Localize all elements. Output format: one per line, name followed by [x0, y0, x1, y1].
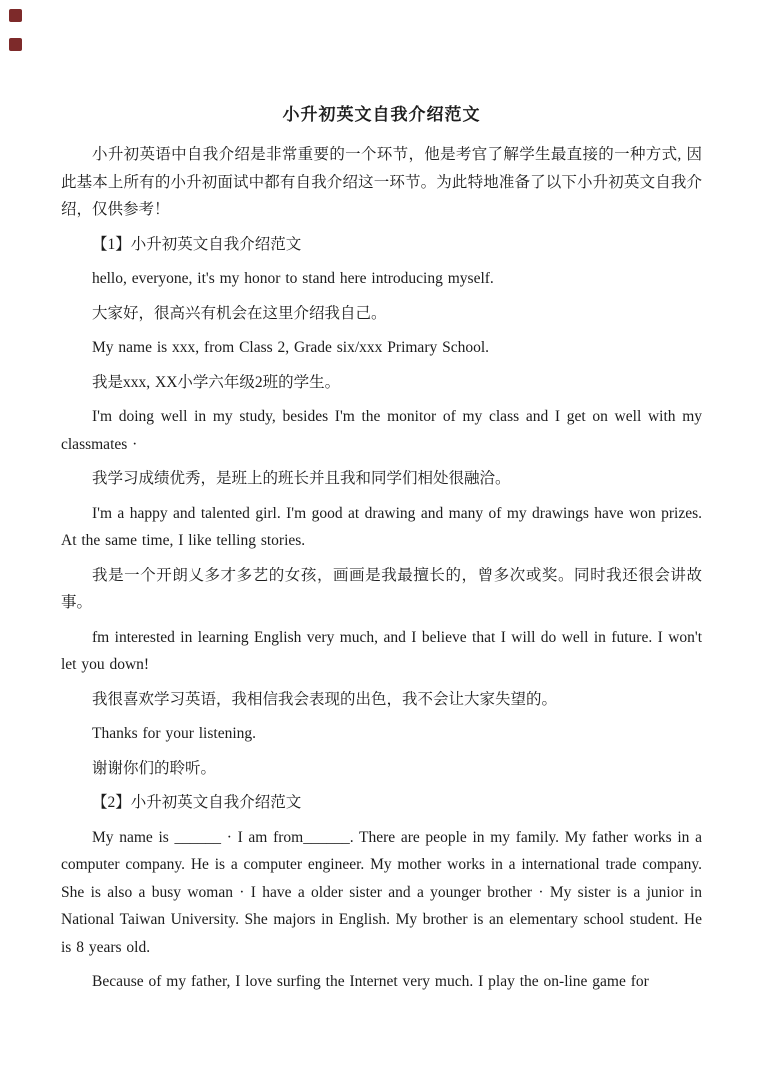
para-zh-thanks: 谢谢你们的聆听。: [92, 759, 217, 777]
para-zh-english: 我很喜欢学习英语，我相信我会表现的出色，我不会让大家失望的。: [92, 690, 558, 708]
red-square-marker: [9, 9, 22, 22]
para-en-study: I'm doing well in my study, besides I'm the monitor of my class and I get on well with my classmates ·: [61, 408, 702, 453]
para-en-thanks: Thanks for your listening.: [92, 725, 257, 742]
red-square-marker: [9, 38, 22, 51]
para-en-english: fm interested in learning English very much, and I believe that I will do well in future. I won't let you down!: [61, 628, 702, 673]
intro-paragraph: 小升初英语中自我介绍是非常重要的一个环节，他是考官了解学生最直接的一种方式, 因此基本上所有的小升初面试中都有自我介绍这一环节。为此特地准备了以下小升初英文自我介绍，仅供参考！: [61, 146, 702, 218]
page-title: 小升初英文自我介绍范文: [282, 105, 481, 124]
para-zh-greeting: 大家好，很高兴有机会在这里介绍我自己。: [92, 304, 387, 322]
para-en-talent: I'm a happy and talented girl. I'm good at drawing and many of my drawings have won prizes. At the same time, I like telling stories.: [61, 504, 702, 549]
para-en-family: My name is ______ · I am from______. There are people in my family. My father works in a computer company. He is a computer engineer. My mother works in a international trade company. She is also a busy woman · I have a older sister and a younger brother · My sister is a junior in National Taiwan University. She majors in English. My brother is an elementary school student. He is 8 years old.: [61, 828, 702, 956]
para-zh-name: 我是xxx, XX小学六年级2班的学生。: [92, 373, 341, 391]
para-en-internet: Because of my father, I love surfing the Internet very much. I play the on-line game for: [92, 973, 649, 990]
section-1-heading: 【1】小升初英文自我介绍范文: [92, 235, 302, 253]
para-en-name: My name is xxx, from Class 2, Grade six/xxx Primary School.: [92, 339, 490, 356]
section-2-heading: 【2】小升初英文自我介绍范文: [92, 794, 302, 811]
para-zh-study: 我学习成绩优秀，是班上的班长并且我和同学们相处很融洽。: [92, 470, 511, 487]
document-content: [61, 0, 702, 1003]
para-zh-talent: 我是一个开朗乂多才多艺的女孩，画画是我最擅长的，曾多次或奖。同时我还很会讲故事。: [61, 566, 702, 611]
para-en-greeting: hello, everyone, it's my honor to stand here introducing myself.: [92, 270, 494, 287]
